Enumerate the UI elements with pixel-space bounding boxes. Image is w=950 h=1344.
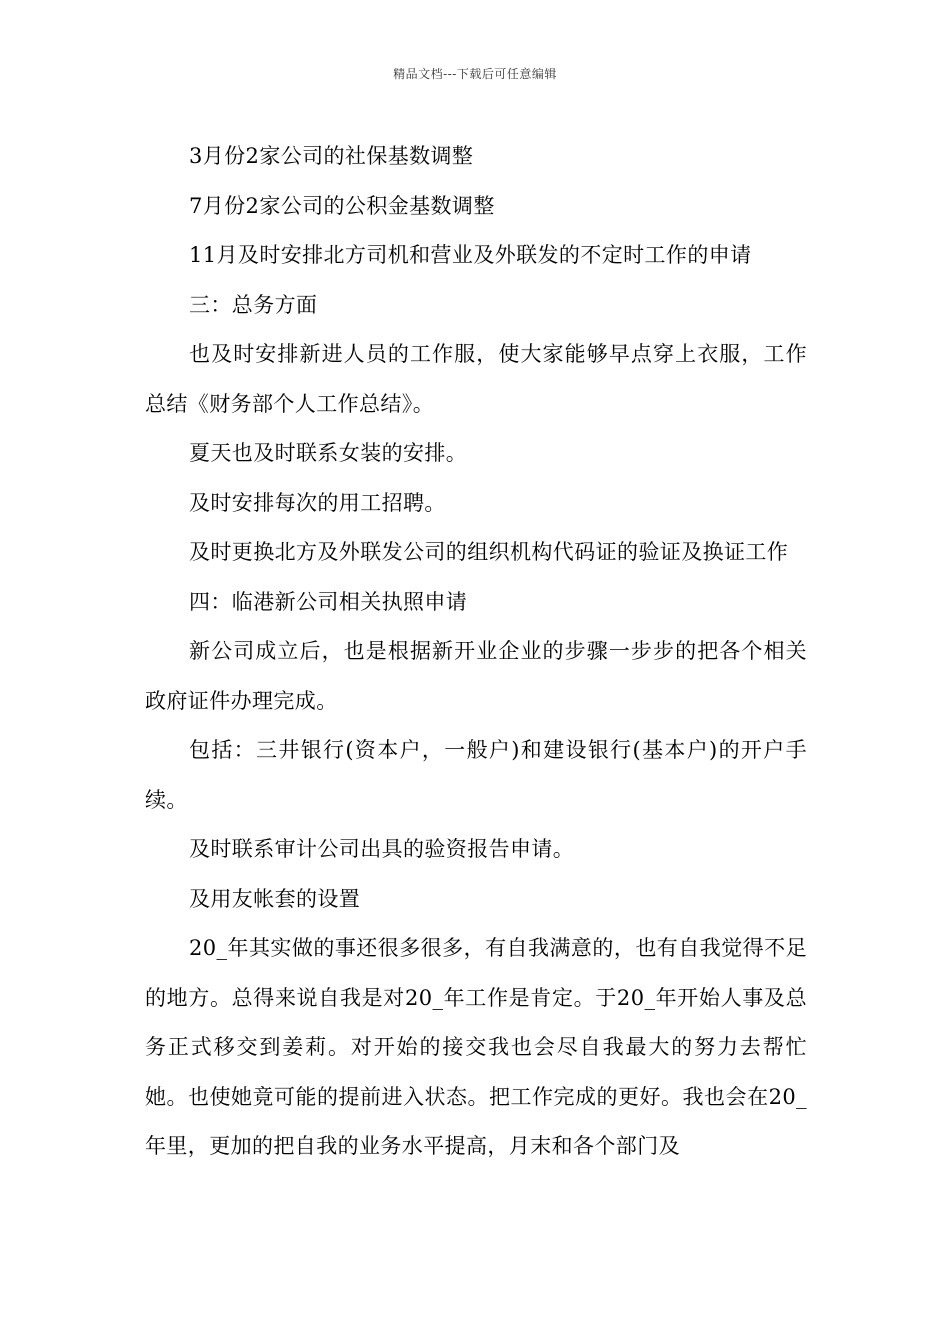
paragraph-recruitment: 及时安排每次的用工招聘。 xyxy=(189,490,446,515)
paragraph-social-security: 3月份2家公司的社保基数调整 xyxy=(189,144,474,168)
paragraph-irregular-hours: 11月及时安排北方司机和营业及外联发的不定时工作的申请 xyxy=(189,243,752,267)
paragraph-audit-report: 及时联系审计公司出具的验资报告申请。 xyxy=(189,837,575,861)
paragraph-accounting-setup: 及用友帐套的设置 xyxy=(189,886,361,911)
paragraph-bank-accounts: 包括：三井银行(资本户，一般户)和建设银行(基本户)的开户手续。 xyxy=(145,738,807,812)
paragraph-housing-fund: 7月份2家公司的公积金基数调整 xyxy=(189,193,495,218)
paragraph-summer-uniform: 夏天也及时联系女装的安排。 xyxy=(189,441,468,465)
document-body xyxy=(145,132,807,1172)
page-header: 精品文档---下载后可任意编辑 xyxy=(393,67,557,81)
section-heading-new-company: 四：临港新公司相关执照申请 xyxy=(189,589,468,614)
paragraph-year-summary: 20_年其实做的事还很多很多，有自我满意的，也有自我觉得不足的地方。总得来说自我是对20_年工作是肯定。于20_年开始人事及总务正式移交到姜莉。对开始的接交我也会尽自我最大的努力去帮忙她。也使她竟可能的提前进入状态。把工作完成的更好。我也会在20_年里，更加的把自我的业务水平提高，月末和各个部门及 xyxy=(145,936,807,1158)
paragraph-new-company-licenses: 新公司成立后，也是根据新开业企业的步骤一步步的把各个相关政府证件办理完成。 xyxy=(145,639,807,713)
paragraph-org-code: 及时更换北方及外联发公司的组织机构代码证的验证及换证工作 xyxy=(189,540,789,564)
section-heading-general-affairs: 三：总务方面 xyxy=(189,292,318,317)
paragraph-uniforms: 也及时安排新进人员的工作服，使大家能够早点穿上衣服，工作总结《财务部个人工作总结》。 xyxy=(145,342,807,416)
